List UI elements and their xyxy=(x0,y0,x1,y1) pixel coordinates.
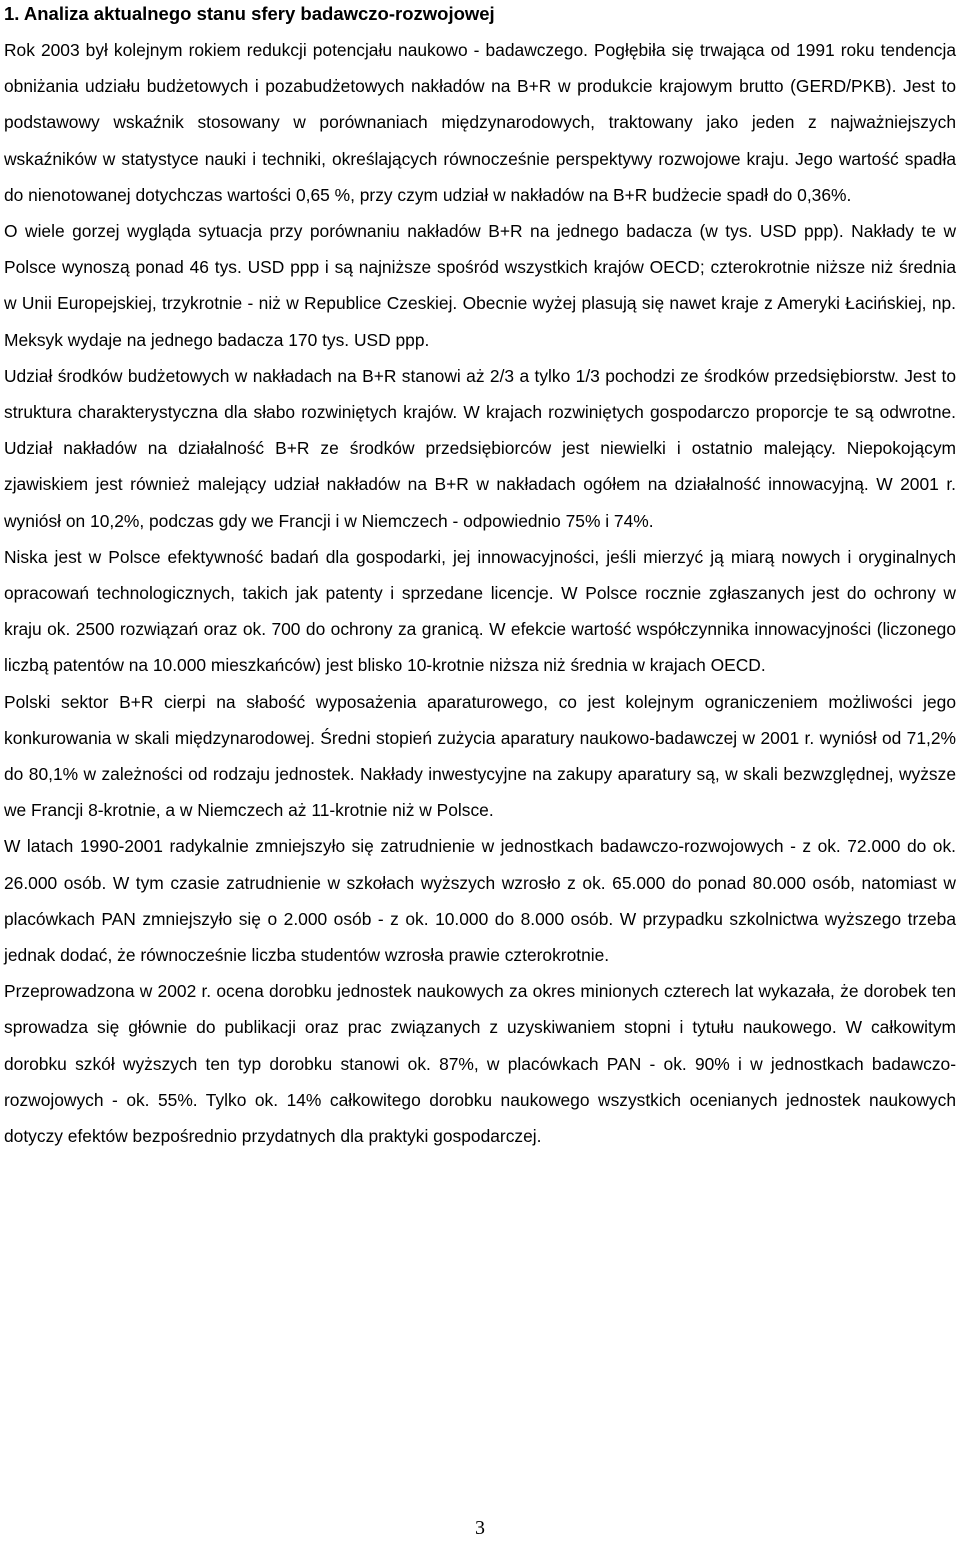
paragraph: O wiele gorzej wygląda sytuacja przy porównaniu nakładów B+R na jednego badacza (w tys. USD ppp). Nakłady te w Polsce wynoszą ponad 46 tys. USD ppp i są najniższe spośród wszystkich krajów OECD; czterokrotnie niższe niż średnia w Unii Europejskiej, trzykrotnie - niż w Republice Czeskiej. Obecnie wyżej plasują się nawet kraje z Ameryki Łacińskiej, np. Meksyk wydaje na jednego badacza 170 tys. USD ppp. xyxy=(4,221,956,350)
paragraph: Niska jest w Polsce efektywność badań dla gospodarki, jej innowacyjności, jeśli mierzyć ją miarą nowych i oryginalnych opracowań technologicznych, takich jak patenty i sprzedane licencje. W Polsce rocznie zgłaszanych jest do ochrony w kraju ok. 2500 rozwiązań oraz ok. 700 do ochrony za granicą. W efekcie wartość współczynnika innowacyjności (liczonego liczbą patentów na 10.000 mieszkańców) jest blisko 10-krotnie niższa niż średnia w krajach OECD. xyxy=(4,546,956,676)
paragraph: W latach 1990-2001 radykalnie zmniejszyło się zatrudnienie w jednostkach badawczo-rozwojowych - z ok. 72.000 do ok. 26.000 osób. W tym czasie zatrudnienie w szkołach wyższych wzrosło z ok. 65.000 do ponad 80.000 osób, natomiast w placówkach PAN zmniejszyło się o 2.000 osób - z ok. 10.000 do 8.000 osób. W przypadku szkolnictwa wyższego trzeba jednak dodać, że równocześnie liczba studentów wzrosła prawie czterokrotnie. xyxy=(4,836,956,966)
paragraph: Przeprowadzona w 2002 r. ocena dorobku jednostek naukowych za okres minionych czterech lat wykazała, że dorobek ten sprowadza się głównie do publikacji oraz prac związanych z uzyskiwaniem stopni i tytułu naukowego. W całkowitym dorobku szkół wyższych ten typ dorobku stanowi ok. 87%, w placówkach PAN - ok. 90% i w jednostkach badawczo-rozwojowych - ok. 55%. Tylko ok. 14% całkowitego dorobku naukowego wszystkich ocenianych jednostek naukowych dotyczy efektów bezpośrednio przydatnych dla praktyki gospodarczej. xyxy=(4,981,956,1147)
document-page xyxy=(4,0,956,1154)
section-title: 1. Analiza aktualnego stanu sfery badawczo-rozwojowej xyxy=(4,3,495,24)
paragraph: Udział środków budżetowych w nakładach na B+R stanowi aż 2/3 a tylko 1/3 pochodzi ze środków przedsiębiorstw. Jest to struktura charakterystyczna dla słabo rozwiniętych krajów. W krajach rozwiniętych gospodarczo proporcje te są odwrotne. Udział nakładów na działalność B+R ze środków przedsiębiorców jest niewielki i ostatnio malejący. Niepokojącym zjawiskiem jest również malejący udział nakładów na B+R w nakładach ogółem na działalność innowacyjną. W 2001 r. wyniósł on 10,2%, podczas gdy we Francji i w Niemczech - odpowiednio 75% i 74%. xyxy=(4,365,956,531)
paragraph: Polski sektor B+R cierpi na słabość wyposażenia aparaturowego, co jest kolejnym ograniczeniem możliwości jego konkurowania w skali międzynarodowej. Średni stopień zużycia aparatury naukowo-badawczej w 2001 r. wyniósł od 71,2% do 80,1% w zależności od rodzaju jednostek. Nakłady inwestycyjne na zakupy aparatury są, w skali bezwzględnej, wyższe we Francji 8-krotnie, a w Niemczech aż 11-krotnie niż w Polsce. xyxy=(4,691,956,821)
paragraph: Rok 2003 był kolejnym rokiem redukcji potencjału naukowo - badawczego. Pogłębiła się trwająca od 1991 roku tendencja obniżania udziału budżetowych i pozabudżetowych nakładów na B+R w produkcie krajowym brutto (GERD/PKB). Jest to podstawowy wskaźnik stosowany w porównaniach międzynarodowych, traktowany jako jeden z najważniejszych wskaźników w statystyce nauki i techniki, określających równocześnie perspektywy rozwojowe kraju. Jego wartość spadła do nienotowanej dotychczas wartości 0,65 %, przy czym udział w nakładów na B+R budżecie spadł do 0,36%. xyxy=(4,40,956,205)
page-number: 3 xyxy=(475,1517,485,1539)
